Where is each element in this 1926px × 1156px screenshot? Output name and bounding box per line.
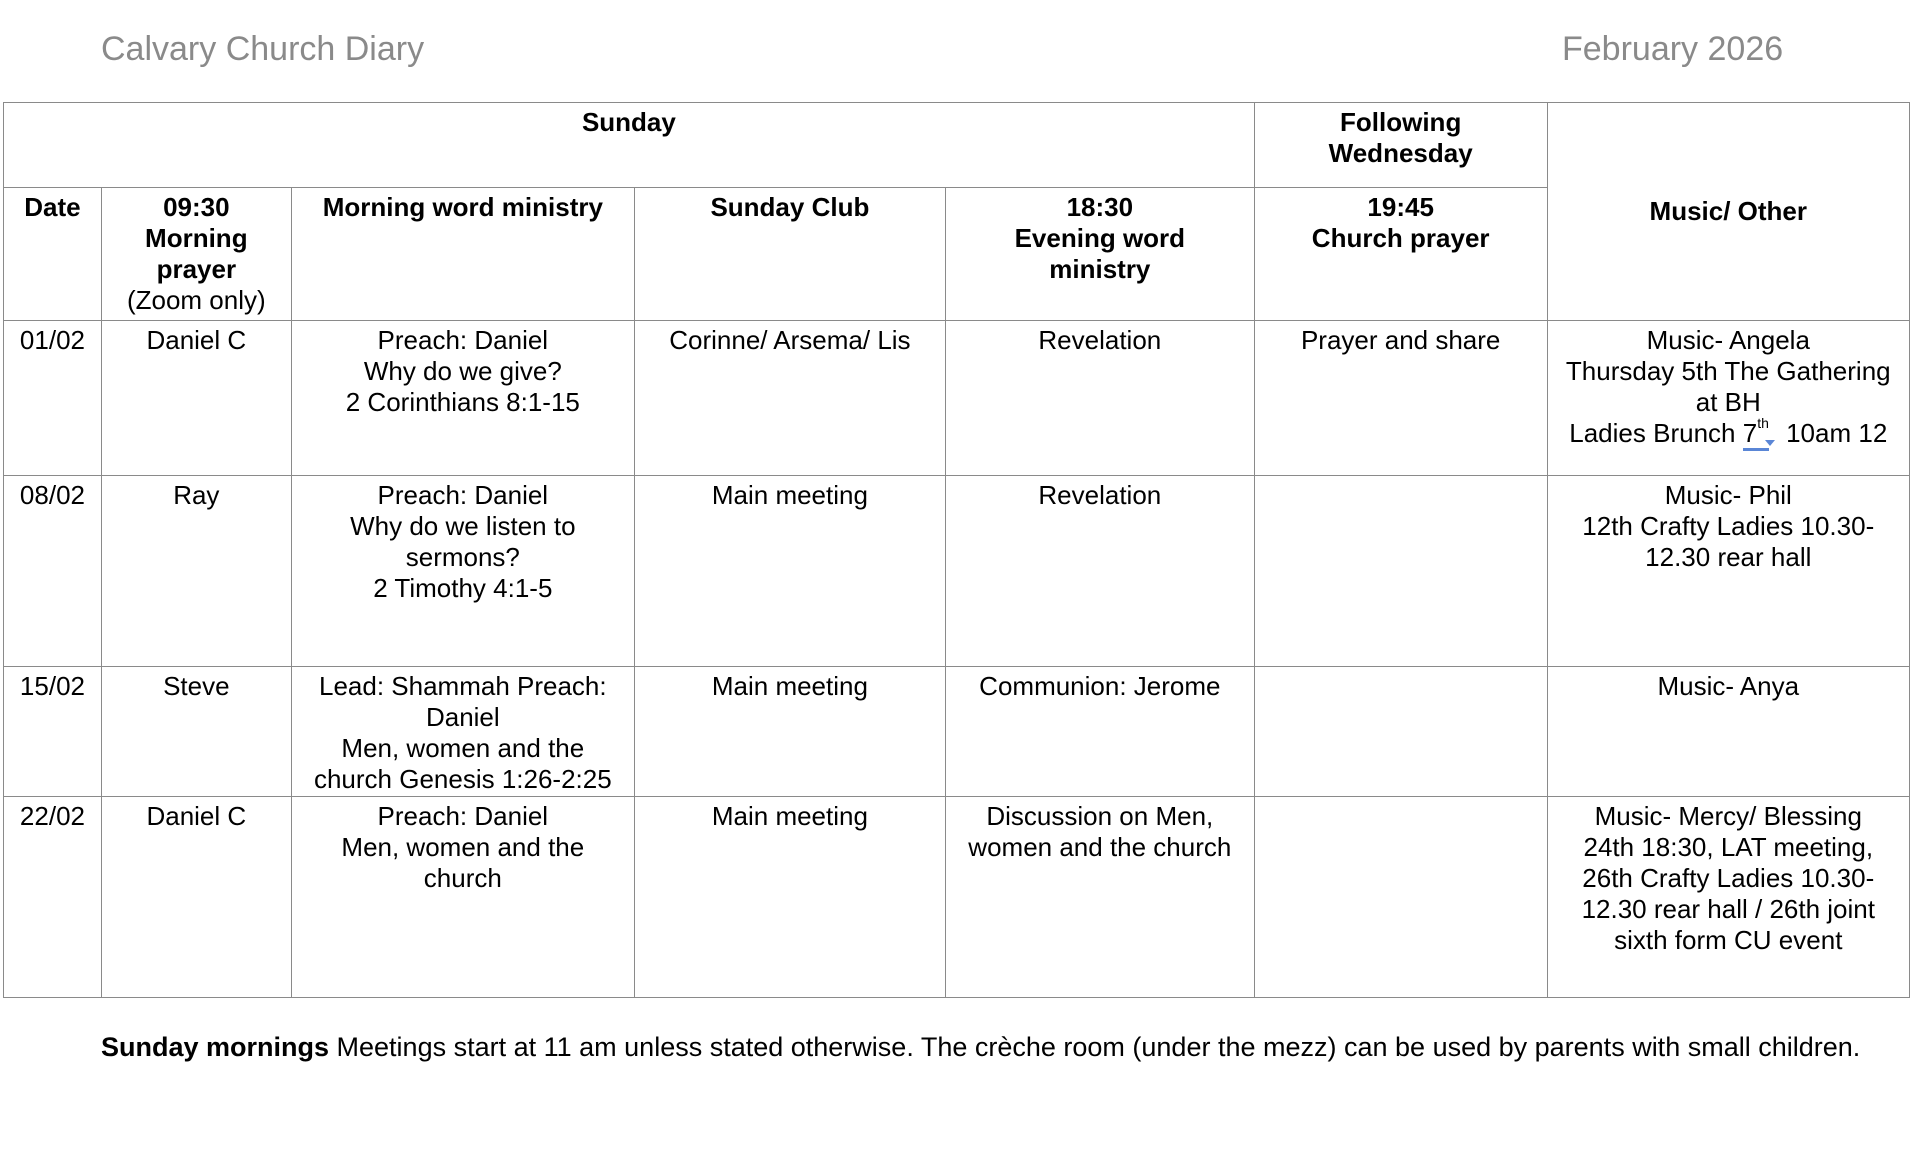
evening-word-cell: Revelation bbox=[945, 321, 1254, 476]
morning-prayer-cell: Ray bbox=[101, 476, 291, 667]
church-prayer-cell bbox=[1254, 797, 1547, 998]
church-prayer-column-header: 19:45 Church prayer bbox=[1254, 188, 1547, 321]
evening-word-column-header: 18:30 Evening word ministry bbox=[945, 188, 1254, 321]
morning-word-column-header: Morning word ministry bbox=[291, 188, 634, 321]
diary-month: February 2026 bbox=[1562, 30, 1784, 68]
sunday-club-column-header: Sunday Club bbox=[634, 188, 945, 321]
church-prayer-cell bbox=[1254, 667, 1547, 797]
diary-title: Calvary Church Diary bbox=[101, 30, 425, 68]
morning-word-cell: Preach: Daniel Men, women and the church bbox=[291, 797, 634, 998]
evening-word-cell: Revelation bbox=[945, 476, 1254, 667]
date-cell: 08/02 bbox=[4, 476, 102, 667]
group-header-row bbox=[4, 103, 1910, 188]
sunday-club-cell: Main meeting bbox=[634, 797, 945, 998]
spelling-dropdown-icon[interactable] bbox=[1765, 440, 1775, 446]
footnote bbox=[101, 1030, 1881, 1065]
date-cell: 01/02 bbox=[4, 321, 102, 476]
morning-word-cell: Preach: Daniel Why do we listen to sermons? 2 Timothy 4:1-5 bbox=[291, 476, 634, 667]
table-row bbox=[4, 476, 1910, 667]
evening-word-cell: Discussion on Men, women and the church bbox=[945, 797, 1254, 998]
morning-prayer-cell: Daniel C bbox=[101, 797, 291, 998]
church-prayer-cell bbox=[1254, 476, 1547, 667]
sunday-group-header: Sunday bbox=[4, 103, 1255, 188]
church-prayer-cell: Prayer and share bbox=[1254, 321, 1547, 476]
ladies-brunch-line: Ladies Brunch 7th 10am 12 bbox=[1552, 418, 1905, 449]
music-other-cell: Music- Mercy/ Blessing 24th 18:30, LAT meeting, 26th Crafty Ladies 10.30- 12.30 rear hall / 26th joint sixth form CU event bbox=[1547, 797, 1909, 998]
date-column-header: Date bbox=[4, 188, 102, 321]
morning-word-cell: Lead: Shammah Preach: Daniel Men, women and the church Genesis 1:26-2:25 bbox=[291, 667, 634, 797]
music-other-cell: Music- Anya bbox=[1547, 667, 1909, 797]
table-row bbox=[4, 667, 1910, 797]
footnote-heading: Sunday mornings bbox=[101, 1032, 330, 1062]
date-cell: 22/02 bbox=[4, 797, 102, 998]
morning-prayer-cell: Steve bbox=[101, 667, 291, 797]
date-cell: 15/02 bbox=[4, 667, 102, 797]
morning-prayer-column-header: 09:30 Morning prayer (Zoom only) bbox=[101, 188, 291, 321]
sunday-club-cell: Corinne/ Arsema/ Lis bbox=[634, 321, 945, 476]
music-other-cell: Music- Angela Thursday 5th The Gathering at BH Ladies Brunch 7th 10am 12 bbox=[1547, 321, 1909, 476]
footnote-text: Meetings start at 11 am unless stated otherwise. The crèche room (under the mezz) can be used by parents with small children. bbox=[329, 1032, 1861, 1062]
following-wednesday-header: Following Wednesday bbox=[1254, 103, 1547, 188]
music-other-header: Music/ Other bbox=[1547, 103, 1909, 321]
table-row bbox=[4, 797, 1910, 998]
music-other-cell: Music- Phil 12th Crafty Ladies 10.30- 12.30 rear hall bbox=[1547, 476, 1909, 667]
morning-prayer-cell: Daniel C bbox=[101, 321, 291, 476]
spelling-flag[interactable]: 7th bbox=[1743, 418, 1769, 451]
table-row bbox=[4, 321, 1910, 476]
sunday-club-cell: Main meeting bbox=[634, 667, 945, 797]
sunday-club-cell: Main meeting bbox=[634, 476, 945, 667]
diary-table bbox=[3, 102, 1910, 998]
morning-word-cell: Preach: Daniel Why do we give? 2 Corinthians 8:1-15 bbox=[291, 321, 634, 476]
evening-word-cell: Communion: Jerome bbox=[945, 667, 1254, 797]
